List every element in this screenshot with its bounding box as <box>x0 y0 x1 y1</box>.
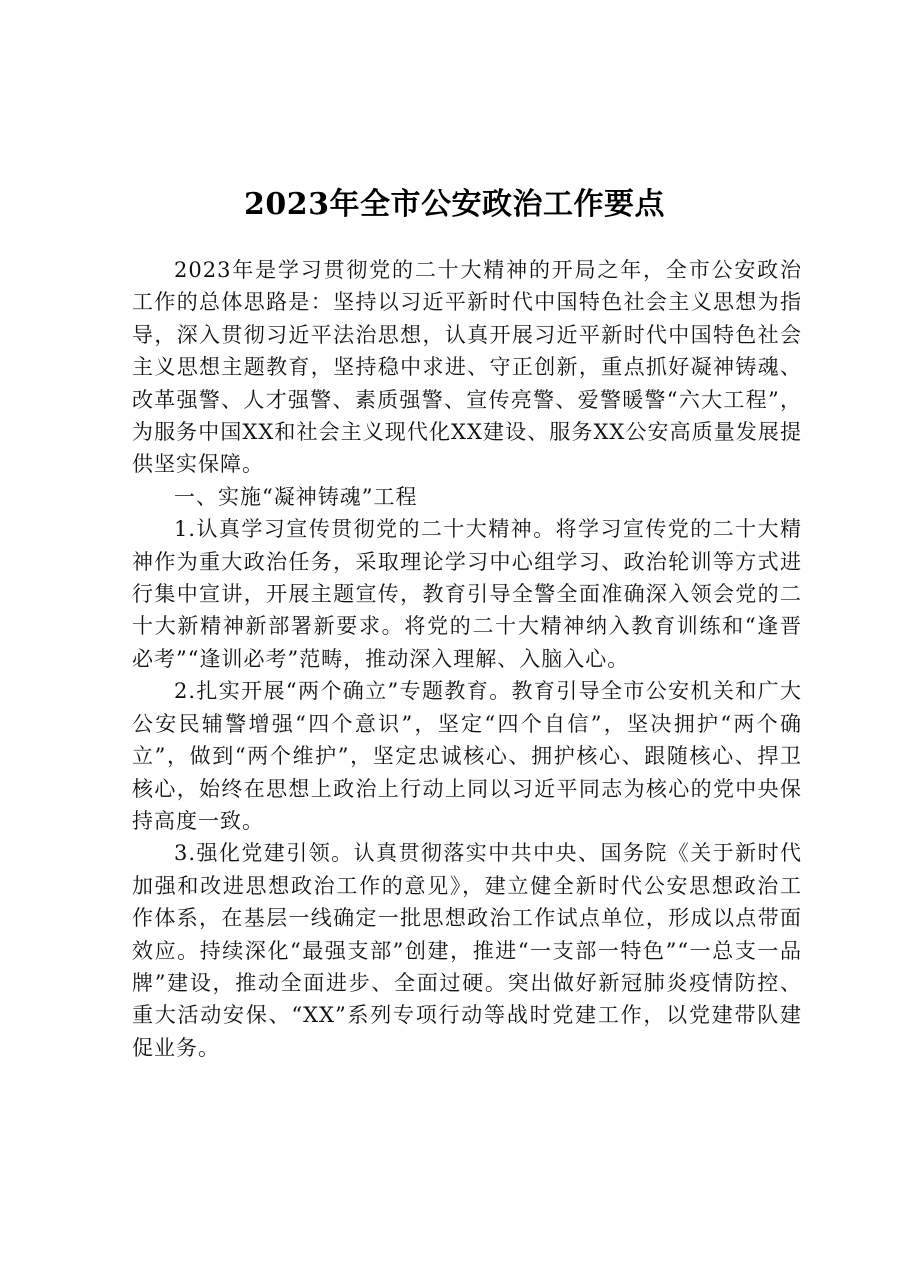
paragraph-item-1: 1.认真学习宣传贯彻党的二十大精神。将学习宣传党的二十大精神作为重大政治任务，采取理论学习中心组学习、政治轮训等方式进行集中宣讲，开展主题宣传，教育引导全警全面准确深入领会党的二十大新精神新部署新要求。将党的二十大精神纳入教育训练和“逢晋必考”“逢训必考”范畴，推动深入理解、入脑入心。 <box>132 517 802 671</box>
document-title: 2023年全市公安政治工作要点 <box>244 187 665 223</box>
document-body <box>132 254 802 1064</box>
paragraph-item-2: 2.扎实开展“两个确立”专题教育。教育引导全市公安机关和广大公安民辅警增强“四个意识”，坚定“四个自信”，坚决拥护“两个确立”，做到“两个维护”，坚定忠诚核心、拥护核心、跟随核心、捍卫核心，始终在思想上政治上行动上同以习近平同志为核心的党中央保持高度一致。 <box>132 679 802 833</box>
intro-paragraph: 2023年是学习贯彻党的二十大精神的开局之年，全市公安政治工作的总体思路是：坚持以习近平新时代中国特色社会主义思想为指导，深入贯彻习近平法治思想，认真开展习近平新时代中国特色社会主义思想主题教育，坚持稳中求进、守正创新，重点抓好凝神铸魂、改革强警、人才强警、素质强警、宣传亮警、爱警暖警“六大工程”，为服务中国XX和社会主义现代化XX建设、服务XX公安高质量发展提供坚实保障。 <box>132 258 802 477</box>
section-heading: 一、实施“凝神铸魂”工程 <box>174 484 418 509</box>
paragraph-item-3: 3.强化党建引领。认真贯彻落实中共中央、国务院《关于新时代加强和改进思想政治工作的意见》，建立健全新时代公安思想政治工作体系，在基层一线确定一批思想政治工作试点单位，形成以点带面效应。持续深化“最强支部”创建，推进“一支部一特色”“一总支一品牌”建设，推动全面进步、全面过硬。突出做好新冠肺炎疫情防控、重大活动安保、“XX”系列专项行动等战时党建工作，以党建带队建促业务。 <box>132 841 802 1060</box>
